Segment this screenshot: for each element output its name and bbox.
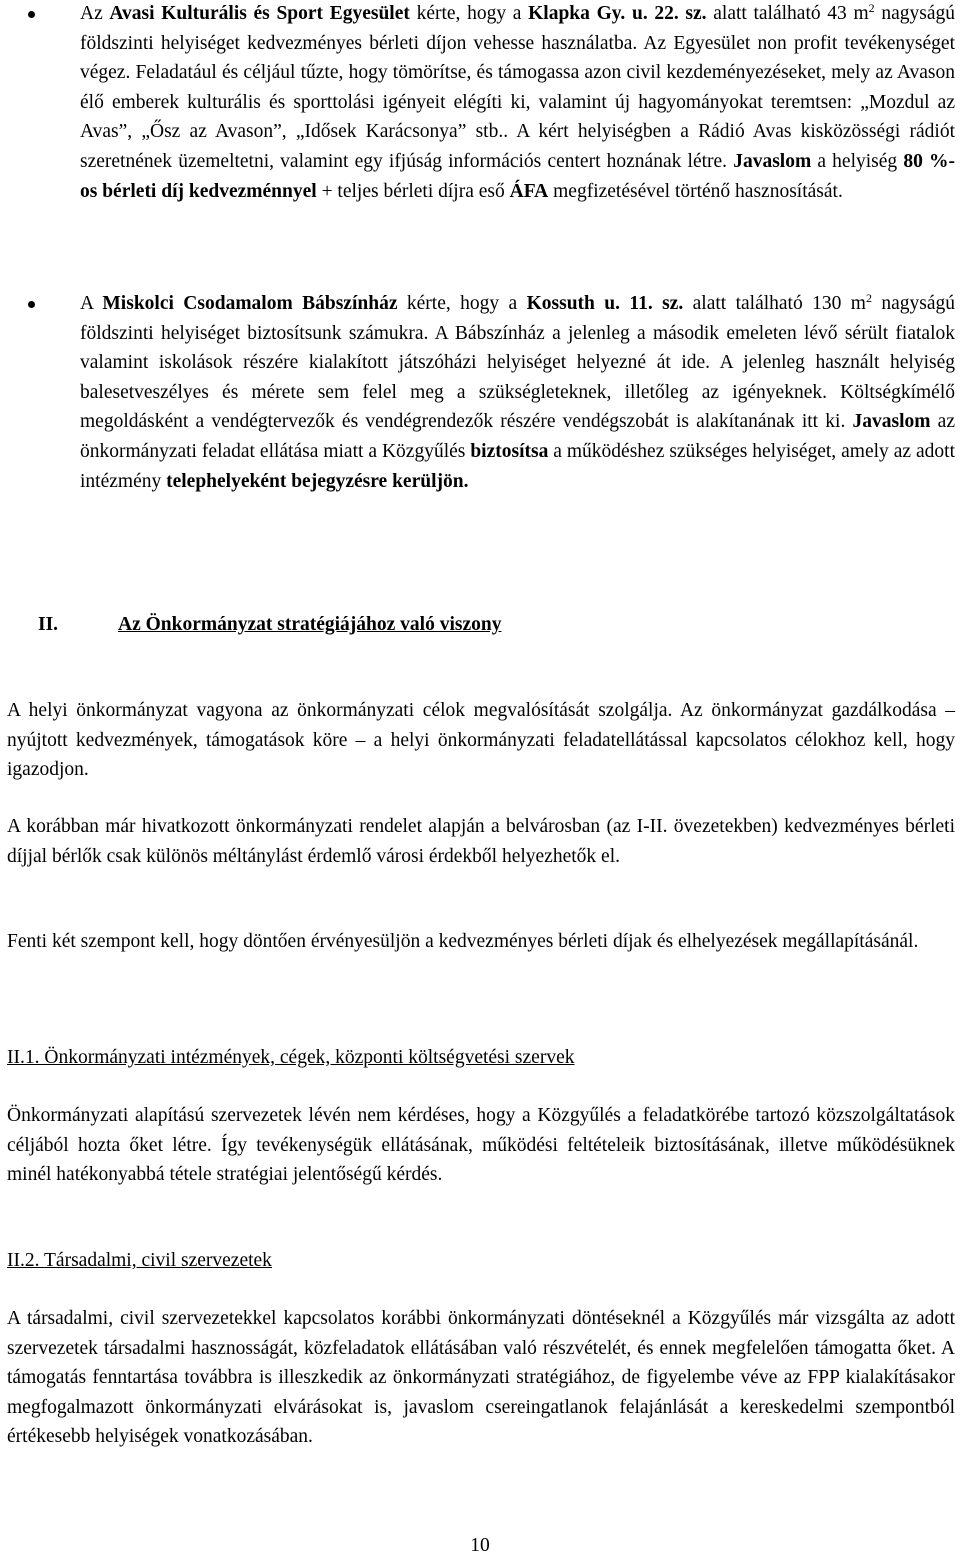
superscript: 2	[865, 291, 872, 305]
text: A	[80, 293, 103, 314]
paragraph: Önkormányzati alapítású szervezetek lévén nem kérdéses, hogy a Közgyűlés a feladatkörébe tartozó közszolgáltatások céljából hozta őket létre. Így tevékenységük ellátásának, működési feltételeik biztosításának, illetve működésüknek minél hatékonyabbá tétele stratégiai jelentőségű kérdés.	[7, 1105, 955, 1186]
address: Klapka Gy. u. 22. sz.	[528, 3, 707, 24]
page-number: 10	[470, 1535, 490, 1556]
vat-label: ÁFA	[509, 180, 549, 202]
bullet-item-babszinhaz	[80, 289, 955, 496]
text: az önkormányzati feladat ellátása miatt a Közgyűlés	[80, 411, 955, 462]
text: nagyságú földszinti helyiséget kedvezményes bérleti díjon vehesse használatba. Az Egyesület non profit tevékenységet végez. Feladatául és céljául tűzte, hogy tömörítse, és támogassa azon civil kezdeményezéseket, mely az Avason élő emberek kulturális és sporttolási igényeit elégíti ki, valamint új hagyományokat teremtsen: „Mozdul az Avas”, „Ősz az Avason”, „Idősek Karácsonya” stb.. A kért helyiségben a Rádió Avas kisközösségi rádiót szeretnének üzemeltetni, valamint egy ifjúság információs centert hoznának létre.	[80, 3, 955, 172]
text: megfizetésével történő hasznosítását.	[548, 180, 843, 202]
proposal-keyword: Javaslom	[852, 411, 931, 433]
text: a működéshez szükséges helyiséget, amely az adott intézmény	[80, 440, 955, 492]
text: kérte, hogy a	[409, 3, 529, 24]
text: alatt található 43 m	[706, 3, 869, 24]
bullet-item-avasi	[80, 0, 955, 206]
organization-name: Miskolci Csodamalom Bábszínház	[102, 293, 398, 314]
emphasis: telephelyeként bejegyzésre kerüljön.	[166, 470, 469, 492]
text: + teljes bérleti díjra eső	[316, 180, 510, 202]
text: kérte, hogy a	[397, 293, 527, 314]
section-number: II.	[38, 614, 59, 635]
subsection-heading: II.2. Társadalmi, civil szervezetek	[7, 1250, 272, 1271]
subsection-heading: II.1. Önkormányzati intézmények, cégek, központi költségvetési szervek	[7, 1047, 575, 1068]
text: alatt található 130 m	[683, 293, 866, 314]
section-heading	[38, 610, 938, 640]
proposal-keyword: Javaslom	[733, 150, 812, 172]
organization-name: Avasi Kulturális és Sport Egyesület	[109, 3, 410, 24]
discount-text: 80 %-os bérleti díj kedvezménnyel	[80, 150, 956, 202]
text: Az	[80, 3, 110, 24]
bullet-dot	[28, 301, 35, 308]
paragraph: Fenti két szempont kell, hogy döntően érvényesüljön a kedvezményes bérleti díjak és elhelyezések megállapításánál.	[7, 931, 919, 952]
bullet-dot	[28, 11, 35, 18]
emphasis: biztosítsa	[470, 440, 549, 462]
paragraph: A társadalmi, civil szervezetekkel kapcsolatos korábbi önkormányzati döntéseknél a Közgyűlés már vizsgálta az adott szervezetek társadalmi hasznosságát, közfeladatok ellátásában való részvételét, és ennek megfelelően támogatta őket. A támogatás fenntartása továbbra is illeszkedik az önkormányzati stratégiához, de figyelembe véve az FPP kialakításakor megfogalmazott önkormányzati elvárásokat is, javaslom csereingatlanok felajánlását a kereskedelmi szempontból értékesebb helyiségek vonatkozásában.	[7, 1308, 955, 1448]
text: nagyságú földszinti helyiséget biztosítsunk számukra. A Bábszínház a jelenleg a második emeleten lévő sérült fiatalok valamint iskolások részére kialakított játszóházi helyiséget helyezné át ide. A jelenleg használt helyiség balesetveszélyes és mérete sem felel meg a szükségleteknek, illetőleg az igényeknek. Költségkímélő megoldásként a vendégtervezők és vendégrendezők részére vendégszobát is alakítanának itt ki.	[80, 293, 955, 433]
paragraph: A helyi önkormányzat vagyona az önkormányzati célok megvalósítását szolgálja. Az önkormányzat gazdálkodása – nyújtott kedvezmények, támogatások köre – a helyi önkormányzati feladatellátással kapcsolatos célokhoz kell, hogy igazodjon.	[7, 700, 955, 781]
superscript: 2	[868, 1, 875, 15]
section-title: Az Önkormányzat stratégiájához való viszony	[118, 614, 502, 635]
paragraph: A korábban már hivatkozott önkormányzati rendelet alapján a belvárosban (az I-II. övezetekben) kedvezményes bérleti díjjal bérlők csak különös méltánylást érdemlő városi érdekből helyezhetők el.	[7, 816, 955, 867]
address: Kossuth u. 11. sz.	[526, 293, 684, 314]
text: a helyiség	[811, 150, 904, 172]
